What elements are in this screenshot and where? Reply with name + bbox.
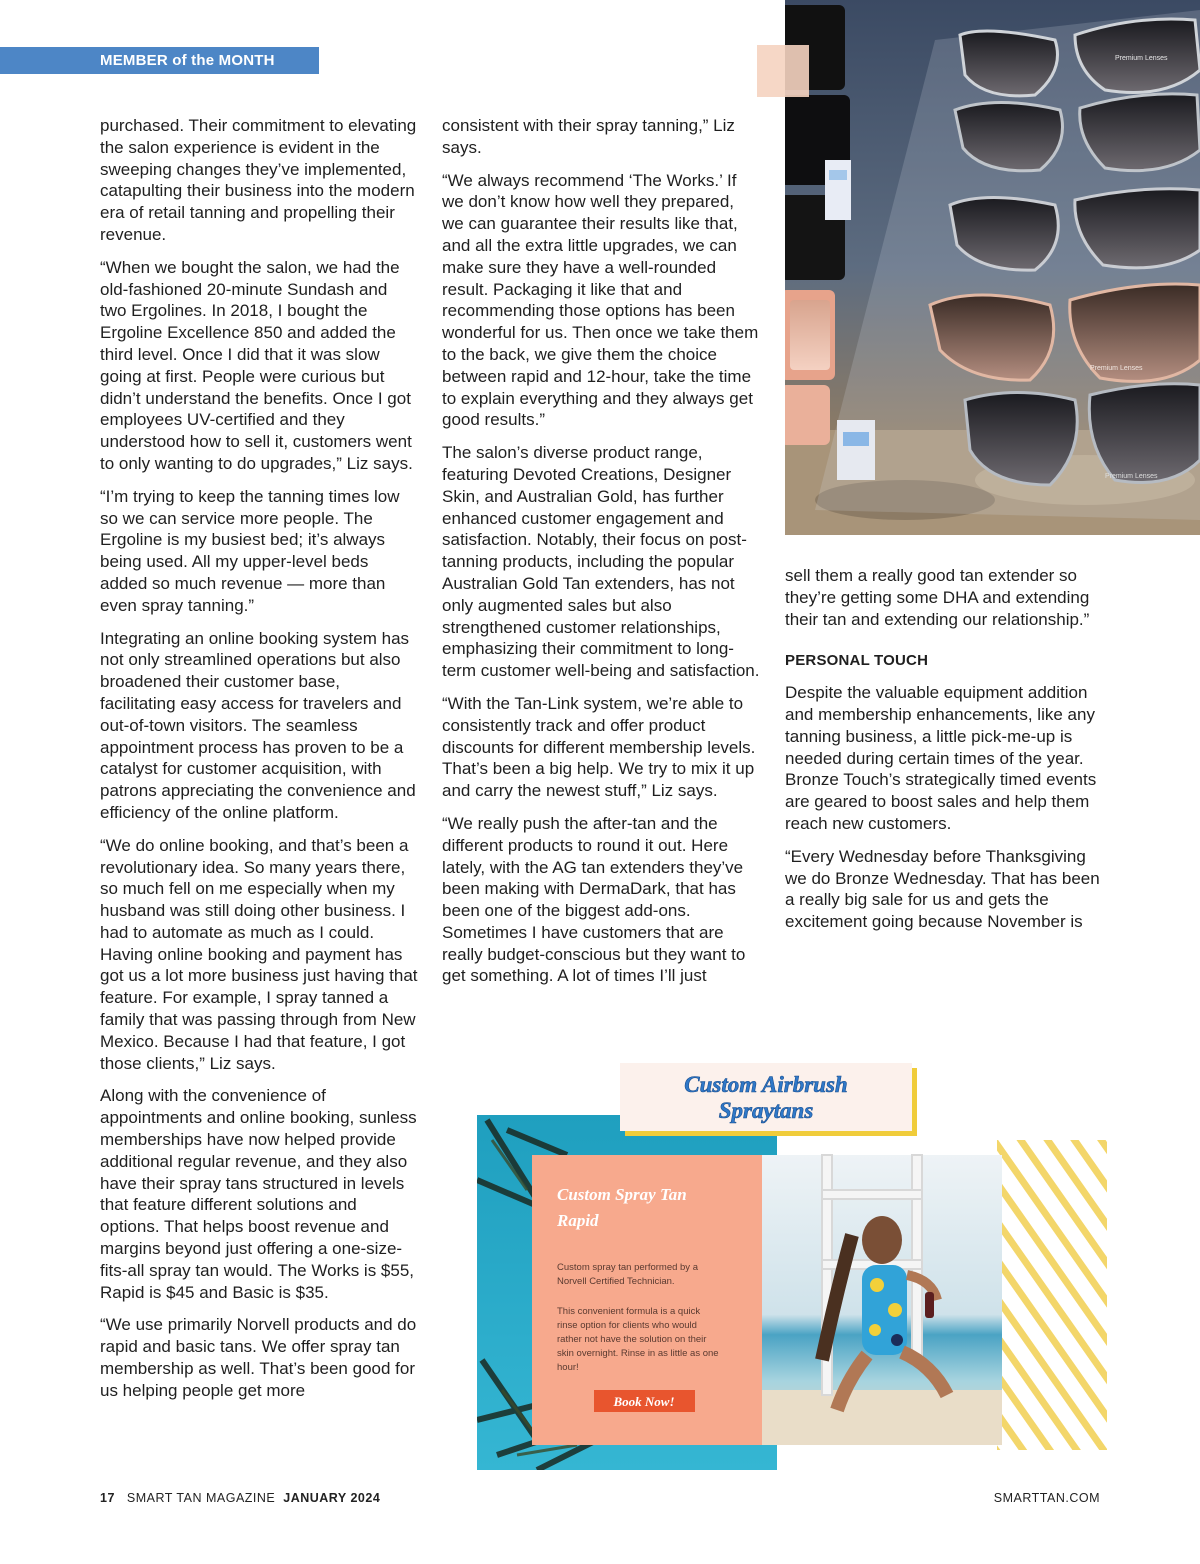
lens-label: Premium Lenses <box>1105 473 1158 480</box>
paragraph: sell them a really good tan extender so they’re getting some DHA and extending their tan and extending our relationship.” <box>785 566 1090 629</box>
magazine-name: SMART TAN MAGAZINE <box>126 1491 276 1505</box>
page-number: 17 <box>100 1491 115 1505</box>
sunglasses-display-photo <box>785 0 1200 535</box>
card-text: This convenient formula is a quick <box>557 1306 701 1317</box>
card-text: hour! <box>557 1362 579 1373</box>
paragraph: Along with the convenience of appointments and online booking, sunless memberships have now helped provide additional regular revenue, and they also have their spray tans structured in levels that feature different solutions and options. That helps boost revenue and margins beyond just offering a one-size-fits-all spray tan would. The Works is $55, Rapid is $45 and Basic is $35. <box>100 1086 417 1302</box>
article-column-3 <box>785 565 1105 944</box>
card-title: Rapid <box>557 1211 599 1230</box>
paragraph: “We do online booking, and that’s been a revolutionary idea. So many years there, so much fell on me especially when my husband was still doing other business. I had to automate as much as I could. Having online booking and payment has got us a lot more business just having that feature. For example, I spray tanned a family that was passing through from New Mexico. Because I had that feature, I got those clients,” Liz says. <box>100 835 418 1073</box>
card-text: skin overnight. Rinse in as little as one <box>557 1348 719 1359</box>
section-heading: PERSONAL TOUCH <box>785 652 929 670</box>
ad-title: Custom Airbrush <box>684 1072 848 1097</box>
paragraph: “When we bought the salon, we had the old-fashioned 20-minute Sundash and two Ergolines. In 2018, I bought the Ergoline Excellence 850 and added the third level. Once I did that it was slow going at first. People were curious but didn’t understand the benefits. Once I got employees UV-certified and they understood how to sell it, customers went to only wanting to do upgrades,” Liz says. <box>100 257 413 473</box>
decorative-square <box>757 45 809 97</box>
card-text: Custom spray tan performed by a <box>557 1262 698 1273</box>
book-now-button: Book Now! <box>613 1394 675 1409</box>
card-title: Custom Spray Tan <box>557 1185 687 1204</box>
paragraph: The salon’s diverse product range, featuring Devoted Creations, Designer Skin, and Australian Gold, has further enhanced customer engagement and satisfaction. Notably, their focus on post-tanning products, including the popular Australian Gold Tan extenders, has not only augmented sales but also strengthened customer relationships, emphasizing their commitment to long-term customer well-being and satisfaction. <box>442 443 760 681</box>
ad-title: Spraytans <box>718 1098 814 1123</box>
paragraph: “With the Tan-Link system, we’re able to consistently track and offer product discounts for different membership levels. That’s been a big help. We try to mix it up and carry the newest stuff,” Liz says. <box>442 693 756 801</box>
paragraph: “I’m trying to keep the tanning times low so we can service more people. The Ergoline is my busiest bed; it’s always being used. All my upper-level beds added so much revenue — more than even spray tanning.” <box>100 486 400 615</box>
card-text: rinse option for clients who would <box>557 1320 697 1331</box>
article-column-1 <box>100 115 418 1413</box>
issue-date: JANUARY 2024 <box>283 1491 381 1505</box>
card-text: Norvell Certified Technician. <box>557 1276 675 1287</box>
paragraph: “Every Wednesday before Thanksgiving we do Bronze Wednesday. That has been a really big sale for us and gets the excitement going because November is <box>785 846 1100 932</box>
paragraph: “We really push the after-tan and the different products to round it out. Here lately, with the AG tan extenders they’ve been making with DermaDark, that has been one of the biggest add-ons. Sometimes I have customers that are really budget-conscious but they want to get something. A lot of times I’ll just <box>442 813 746 986</box>
footer-left <box>100 1491 380 1505</box>
paragraph: “We always recommend ‘The Works.’ If we don’t know how well they prepared, we can guarantee their results like that, and all the extra little upgrades, we can make sure they have a well-rounded result. Packaging it like that and recommending those options has been wonderful for us. Then once we take them to the back, we give them the choice between rapid and 12-hour, take the time to explain everything and they always get good results.” <box>442 170 759 430</box>
lens-label: Premium Lenses <box>1115 55 1168 62</box>
footer-website: SMARTTAN.COM <box>993 1491 1100 1505</box>
article-column-2 <box>442 115 760 998</box>
paragraph: “We use primarily Norvell products and do rapid and basic tans. We offer spray tan membership as well. That’s been good for us helping people get more <box>100 1315 417 1400</box>
section-label: MEMBER of the MONTH <box>100 52 275 69</box>
lens-label: Premium Lenses <box>1090 365 1143 372</box>
paragraph: Integrating an online booking system has not only streamlined operations but also broadened their customer base, facilitating easy access for travelers and out-of-town visitors. The seamless appointment process has proven to be a catalyst for customer acquisition, with patrons appreciating the convenience and efficiency of the online platform. <box>100 628 416 822</box>
card-text: rather not have the solution on their <box>557 1334 707 1345</box>
paragraph: purchased. Their commitment to elevating the salon experience is evident in the sweeping changes they’ve implemented, catapulting their business into the modern era of retail tanning and propelling their revenue. <box>100 116 417 244</box>
paragraph: Despite the valuable equipment addition and membership enhancements, like any tanning business, a little pick-me-up is needed during certain times of the year. Bronze Touch’s strategically timed events are geared to boost sales and help them reach new customers. <box>785 683 1097 833</box>
paragraph: consistent with their spray tanning,” Liz says. <box>442 116 735 157</box>
section-tab <box>0 47 319 74</box>
spray-tan-ad <box>477 1060 1107 1470</box>
